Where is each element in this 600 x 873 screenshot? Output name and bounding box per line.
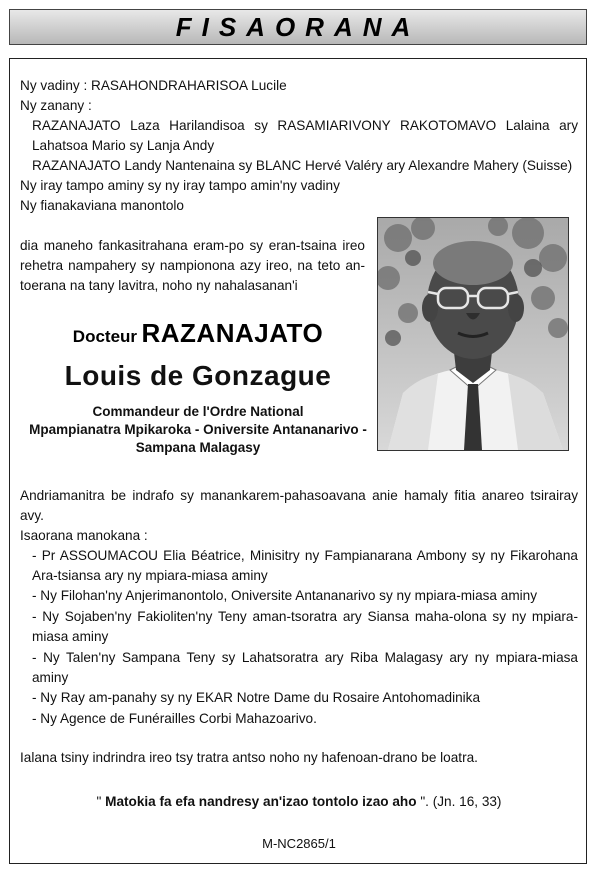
deceased-titles: [20, 403, 376, 457]
thanks-item-1-cont: Ara-tsiansa ary ny mpiara-miasa aminy: [32, 568, 268, 583]
children-line-3: RAZANAJATO Landy Nantenaina sy BLANC Hervé Valéry ary Alexandre Mahery (Suisse): [32, 158, 573, 173]
children-label: Ny zanany :: [20, 98, 92, 113]
thanks-item-5: - Ny Ray am-panahy sy ny EKAR Notre Dame du Rosaire Antohomadinika: [32, 690, 481, 705]
children-line-1: RAZANAJATO Laza Harilandisoa sy RASAMIARIVONY RAKOTOMAVO Lalaina ary: [32, 118, 578, 133]
thanks-item-1: - Pr ASSOUMACOU Elia Béatrice, Minisitry ny Fampianarana Ambony sy ny Fikarohana: [32, 548, 578, 563]
deceased-prefix: Docteur: [72, 327, 138, 346]
thanks-item-4-cont: aminy: [32, 670, 69, 685]
bible-quote: [20, 792, 578, 811]
deceased-name-line-1: [20, 318, 376, 349]
children-line-2: Lahatsoa Mario sy Lanja Andy: [32, 138, 215, 153]
portrait-photo: [377, 217, 569, 451]
quote-open: ": [96, 794, 106, 809]
reference-code: M-NC2865/1: [262, 836, 336, 851]
deceased-given-names: Louis de Gonzague: [64, 360, 332, 391]
portrait-photo-icon: [378, 218, 568, 450]
thanks-item-3: - Ny Sojaben'ny Fakioliten'ny Teny aman-tsoratra ary Siansa maha-olona sy ny mpiara-: [32, 609, 578, 624]
deceased-surname: RAZANAJATO: [141, 318, 324, 348]
header-bar: [9, 9, 587, 45]
intro-line-1: dia maneho fankasitrahana eram-po sy eran-tsaina ireo: [20, 238, 365, 253]
prayer-line-1: Andriamanitra be indrafo sy manankarem-pahasoavana anie hamaly fitia anareo tsirairay: [20, 488, 578, 503]
apology-line: Ialana tsiny indrindra ireo tsy tratra antso noho ny hafenoan-drano be loatra.: [20, 750, 478, 765]
quote-close: ". (Jn. 16, 33): [416, 794, 502, 809]
siblings-line: Ny iray tampo aminy sy ny iray tampo amin'ny vadiny: [20, 178, 340, 193]
deceased-title-1: Commandeur de l'Ordre National: [92, 404, 304, 419]
deceased-title-2: Mpampianatra Mpikaroka - Oniversite Antananarivo -: [29, 422, 367, 437]
thanks-item-6: - Ny Agence de Funérailles Corbi Mahazoarivo.: [32, 711, 317, 726]
extended-family-line: Ny fianakaviana manontolo: [20, 198, 184, 213]
deceased-title-3: Sampana Malagasy: [135, 440, 261, 455]
thanks-item-2: - Ny Filohan'ny Anjerimanontolo, Oniversite Antananarivo sy ny mpiara-miasa aminy: [32, 588, 538, 603]
page-title: FISAORANA: [175, 11, 421, 42]
prayer-line-2: avy.: [20, 508, 44, 523]
intro-line-2: rehetra nampahery sy nampionona azy ireo, na teto an-: [20, 258, 365, 273]
thanks-item-3-cont: miasa aminy: [32, 629, 109, 644]
thanks-label: Isaorana manokana :: [20, 528, 148, 543]
intro-line-3: toerana na tany lavitra, noho ny nahalasanan'i: [20, 278, 298, 293]
quote-text: Matokia fa efa nandresy an'izao tontolo izao aho: [105, 794, 417, 809]
thanks-item-4: - Ny Talen'ny Sampana Teny sy Lahatsoratra ary Riba Malagasy ary ny mpiara-miasa: [32, 650, 578, 665]
spouse-line: Ny vadiny : RASAHONDRAHARISOA Lucile: [20, 78, 287, 93]
